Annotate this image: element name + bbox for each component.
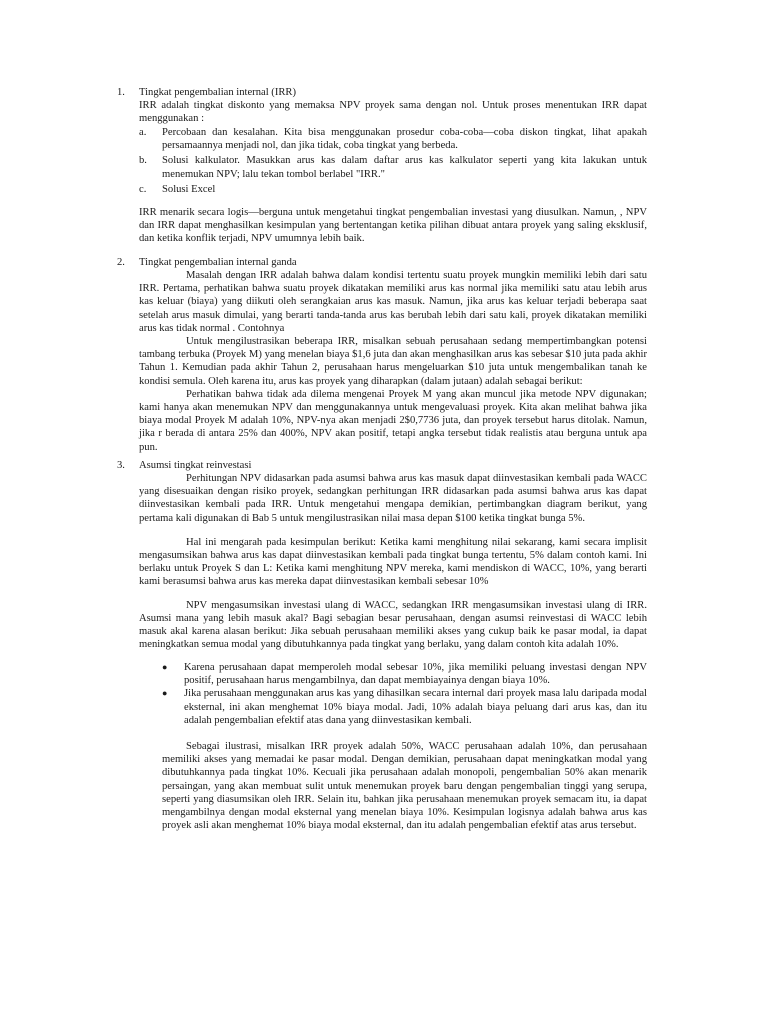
- section-2-paragraph-3: Perhatikan bahwa tidak ada dilema mengenai Proyek M yang akan muncul jika metode NPV digunakan; kami hanya akan menemukan NPV dan menggunakannya untuk mengevaluasi proyek. Kita akan melihat bahwa jika biaya modal Proyek M adalah 10%, NPV-nya akan menjadi 2$0,7736 juta, dan proyek tersebut harus ditolak. Namun, jika r berada di antara 25% dan 400%, NPV akan positif, tetapi angka tersebut tidak realistis atau berguna untuk apa pun.: [139, 388, 647, 453]
- list-item: [162, 661, 647, 687]
- section-2-title: Tingkat pengembalian internal ganda: [139, 257, 297, 268]
- section-3-body: [139, 472, 647, 651]
- list-item-text: Solusi Excel: [162, 183, 216, 195]
- bullet-icon: ●: [162, 662, 168, 672]
- list-item-text: Karena perusahaan dapat memperoleh modal sebesar 10%, jika memiliki peluang investasi dengan NPV positif, perusahaan harus mengambilnya, dan dapat membiayainya dengan biaya 10%.: [184, 662, 647, 687]
- section-1-number: 1.: [117, 87, 125, 98]
- section-2-body: [139, 269, 647, 454]
- list-item: [139, 126, 647, 152]
- section-3-paragraph-3: NPV mengasumsikan investasi ulang di WACC, sedangkan IRR mengasumsikan investasi ulang di IRR. Asumsi mana yang lebih masuk akal? Bagi sebagian besar perusahaan, dengan asumsi reinvestasi di WACC lebih masuk akal karena alasan berikut: Jika sebuah perusahaan memiliki akses yang cukup baik ke pasar modal, ia dapat meningkatkan semua modal yang dibutuhkannya pada tingkat yang berlaku, yang dalam contoh kita adalah 10%.: [139, 599, 647, 651]
- section-1-intro: IRR adalah tingkat diskonto yang memaksa NPV proyek sama dengan nol. Untuk proses menentukan IRR dapat menggunakan :: [139, 100, 647, 125]
- section-2-paragraph-2: Untuk mengilustrasikan beberapa IRR, misalkan sebuah perusahaan sedang mempertimbangkan potensi tambang terbuka (Proyek M) yang menelan biaya $1,6 juta dan akan menghasilkan arus kas sebesar $10 juta pada akhir Tahun 1. Kemudian pada akhir Tahun 2, perusahaan harus mengeluarkan $10 juta untuk mengembalikan tanah ke kondisi semula. Oleh karena itu, arus kas proyek yang diharapkan (dalam jutaan) adalah sebagai berikut:: [139, 336, 647, 387]
- list-item-text: Jika perusahaan menggunakan arus kas yang dihasilkan secara internal dari proyek masa lalu daripada modal eksternal, ini akan menghemat 10% biaya modal. Jadi, 10% adalah biaya peluang dari arus kas, dan itu adalah pengembalian efektif atas dana yang diinvestasikan kembali.: [184, 688, 647, 726]
- section-1-title: Tingkat pengembalian internal (IRR): [139, 87, 297, 98]
- section-3-number: 3.: [117, 460, 125, 471]
- list-letter: c.: [139, 183, 147, 195]
- list-letter: b.: [139, 155, 147, 167]
- section-1-closing: IRR menarik secara logis—berguna untuk mengetahui tingkat pengembalian investasi yang diusulkan. Namun, , NPV dan IRR dapat menghasilkan kesimpulan yang bertentangan ketika pilihan dibuat antara proyek yang saling eksklusif, dan ketika konflik terjadi, NPV umumnya lebih baik.: [139, 207, 647, 245]
- list-item-text: Solusi kalkulator. Masukkan arus kas dalam daftar arus kas kalkulator seperti yang kita lakukan untuk menemukan NPV; lalu tekan tombol berlabel "IRR.": [162, 155, 647, 180]
- section-2-paragraph-1: Masalah dengan IRR adalah bahwa dalam kondisi tertentu suatu proyek mungkin memiliki lebih dari satu IRR. Pertama, perhatikan bahwa suatu proyek dikatakan memiliki arus kas normal jika memiliki satu atau lebih arus kas keluar (biaya) yang diikuti oleh serangkaian arus kas masuk. Namun, jika arus kas keluar terjadi beberapa saat setelah arus masuk dimulai, yang berarti tanda-tanda arus kas berubah lebih dari satu kali, proyek dikatakan memiliki arus kas tidak normal . Contohnya: [139, 270, 647, 334]
- section-3-bullets: [162, 661, 647, 727]
- section-3-illustration: Sebagai ilustrasi, misalkan IRR proyek adalah 50%, WACC perusahaan adalah 10%, dan perusahaan memiliki akses yang memadai ke pasar modal. Dengan demikian, perusahaan dapat meningkatkan modal yang dibutuhkannya pada tingkat 10%. Kecuali jika perusahaan adalah monopoli, pengembalian 50% akan menarik persaingan, yang akan membuat sulit untuk menemukan proyek baru dengan pengembalian tinggi yang serupa, seperti yang diasumsikan oleh IRR. Selain itu, bahkan jika perusahaan menemukan proyek semacam itu, ia dapat mengambilnya dengan modal eksternal yang menelan biaya 10%. Kesimpulan logisnya adalah bahwa arus kas proyek asli akan menghemat 10% biaya modal eksternal, dan itu adalah pengembalian efektif atas arus tersebut.: [162, 741, 647, 832]
- list-letter: a.: [139, 127, 147, 138]
- section-3-paragraph-2: Hal ini mengarah pada kesimpulan berikut: Ketika kami menghitung nilai sekarang, kami secara implisit mengasumsikan bahwa arus kas dapat diinvestasikan kembali pada tingkat bunga tertentu, 5% dalam contoh kami. Ini berlaku untuk Proyek S dan L: Ketika kami menghitung NPV mereka, kami mendiskon di WACC, 10%, yang berarti kami berasumsi bahwa arus kas mereka dapat diinvestasikan kembali sebesar 10%: [139, 536, 647, 588]
- list-item: [162, 687, 647, 727]
- list-item-text: Percobaan dan kesalahan. Kita bisa menggunakan prosedur coba-coba—coba diskon tingkat, lihat apakah persamaannya menjadi nol, dan jika tidak, coba tingkat yang berbeda.: [162, 127, 647, 152]
- section-3-paragraph-1: Perhitungan NPV didasarkan pada asumsi bahwa arus kas masuk dapat diinvestasikan kembali pada WACC yang disesuaikan dengan risiko proyek, sedangkan perhitungan IRR didasarkan pada asumsi bahwa arus kas dapat diinvestasikan kembali pada IRR. Untuk mengetahui mengapa demikian, pertimbangkan diagram berikut, yang pertama kali digunakan di Bab 5 untuk mengilustrasikan nilai masa depan $100 ketika tingkat bunga 5%.: [139, 473, 647, 524]
- section-2-number: 2.: [117, 257, 125, 268]
- list-item: [139, 183, 647, 196]
- section-3-title: Asumsi tingkat reinvestasi: [139, 460, 252, 471]
- list-item: [139, 154, 647, 180]
- section-1-list: [139, 126, 647, 196]
- bullet-icon: ●: [162, 688, 168, 699]
